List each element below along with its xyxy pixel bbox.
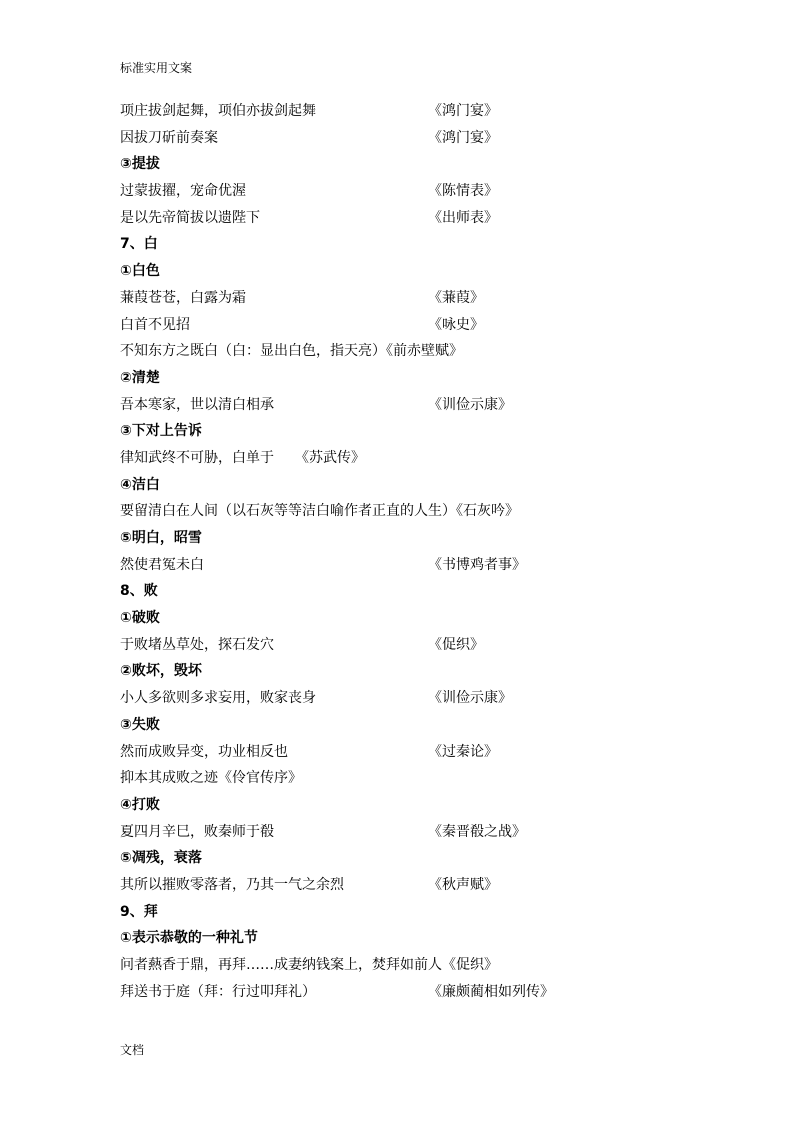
section-heading — [120, 658, 720, 685]
section-heading — [120, 258, 720, 285]
line-text: ③失败 — [120, 716, 160, 733]
line-text: ⑤明白，昭雪 — [120, 530, 202, 546]
line-text: 白首不见招 — [120, 316, 190, 333]
text-line — [120, 765, 720, 792]
text-line — [120, 498, 720, 525]
line-text: 8、败 — [120, 583, 158, 600]
document-body — [120, 98, 720, 1005]
line-source: 《鸿门宴》 — [428, 129, 498, 146]
line-text: ①白色 — [120, 263, 160, 280]
line-text: 律知武终不可胁，白单于 《苏武传》 — [120, 449, 365, 466]
line-source: 《训俭示康》 — [428, 690, 512, 707]
section-heading — [120, 792, 720, 819]
line-source: 《秋声赋》 — [428, 876, 498, 893]
text-line — [120, 98, 720, 125]
line-text: 不知东方之既白（白：显出白色，指天亮）《前赤壁赋》 — [120, 343, 463, 360]
text-line — [120, 819, 720, 846]
line-text: 7、白 — [120, 236, 158, 253]
line-text: 然使君冤未白 — [120, 556, 204, 573]
line-text: 拜送书于庭（拜：行过叩拜礼） — [120, 983, 316, 1000]
section-heading — [120, 525, 720, 552]
section-heading — [120, 418, 720, 445]
line-text: ①表示恭敬的一种礼节 — [120, 930, 258, 947]
text-line — [120, 178, 720, 205]
line-text: ⑤凋残，衰落 — [120, 850, 202, 867]
line-source: 《书博鸡者事》 — [428, 556, 526, 573]
text-line — [120, 632, 720, 659]
line-text: 因拔刀斫前奏案 — [120, 129, 218, 146]
text-line — [120, 872, 720, 899]
text-line — [120, 205, 720, 232]
line-text: 然而成败异变，功业相反也 — [120, 743, 288, 760]
line-text: 于败堵丛草处，探石发穴 — [120, 636, 274, 653]
section-heading — [120, 231, 720, 258]
text-line — [120, 952, 720, 979]
line-text: 是以先帝简拔以遗陛下 — [120, 209, 260, 226]
line-text: 蒹葭苍苍，白露为霜 — [120, 289, 246, 306]
line-text: 其所以摧败零落者，乃其一气之余烈 — [120, 876, 344, 893]
page-footer: 文档 — [120, 1043, 145, 1057]
section-heading — [120, 712, 720, 739]
line-source: 《训俭示康》 — [428, 396, 512, 413]
section-heading — [120, 365, 720, 392]
line-source: 《陈情表》 — [428, 183, 498, 200]
text-line — [120, 739, 720, 766]
text-line — [120, 552, 720, 579]
text-line — [120, 125, 720, 152]
section-heading — [120, 605, 720, 632]
line-text: ④洁白 — [120, 476, 160, 493]
text-line — [120, 338, 720, 365]
line-source: 《蒹葭》 — [428, 289, 484, 306]
line-source: 《促织》 — [428, 636, 484, 653]
line-text: 夏四月辛巳，败秦师于殽 — [120, 823, 274, 840]
page-header: 标准实用文案 — [120, 61, 193, 75]
line-source: 《鸿门宴》 — [428, 103, 498, 119]
text-line — [120, 445, 720, 472]
line-text: 项庄拔剑起舞，项伯亦拔剑起舞 — [120, 103, 316, 119]
line-source: 《过秦论》 — [428, 743, 498, 760]
line-text: 抑本其成败之迹《伶官传序》 — [120, 770, 302, 787]
section-heading — [120, 845, 720, 872]
line-source: 《出师表》 — [428, 209, 498, 226]
section-heading — [120, 472, 720, 499]
line-text: ①破败 — [120, 610, 160, 627]
line-text: 9、拜 — [120, 903, 158, 920]
line-text: 吾本寒家，世以清白相承 — [120, 396, 274, 413]
line-text: 小人多欲则多求妄用，败家丧身 — [120, 690, 316, 707]
text-line — [120, 979, 720, 1006]
line-text: ④打败 — [120, 796, 160, 813]
line-text: ②清楚 — [120, 369, 160, 386]
line-source: 《咏史》 — [428, 316, 484, 333]
line-text: 要留清白在人间（以石灰等等洁白喻作者正直的人生）《石灰吟》 — [120, 503, 519, 520]
line-source: 《秦晋殽之战》 — [428, 823, 526, 840]
section-heading — [120, 925, 720, 952]
line-text: 问者爇香于鼎，再拜……成妻纳钱案上，焚拜如前人《促织》 — [120, 957, 498, 973]
text-line — [120, 312, 720, 339]
section-heading — [120, 578, 720, 605]
line-text: ③提拔 — [120, 156, 160, 173]
line-text: 过蒙拔擢，宠命优渥 — [120, 183, 246, 200]
line-source: 《廉颇蔺相如列传》 — [428, 983, 554, 1000]
text-line — [120, 285, 720, 312]
section-heading — [120, 899, 720, 926]
line-text: ③下对上告诉 — [120, 423, 202, 440]
line-text: ②败坏，毁坏 — [120, 663, 202, 680]
section-heading — [120, 151, 720, 178]
text-line — [120, 392, 720, 419]
text-line — [120, 685, 720, 712]
